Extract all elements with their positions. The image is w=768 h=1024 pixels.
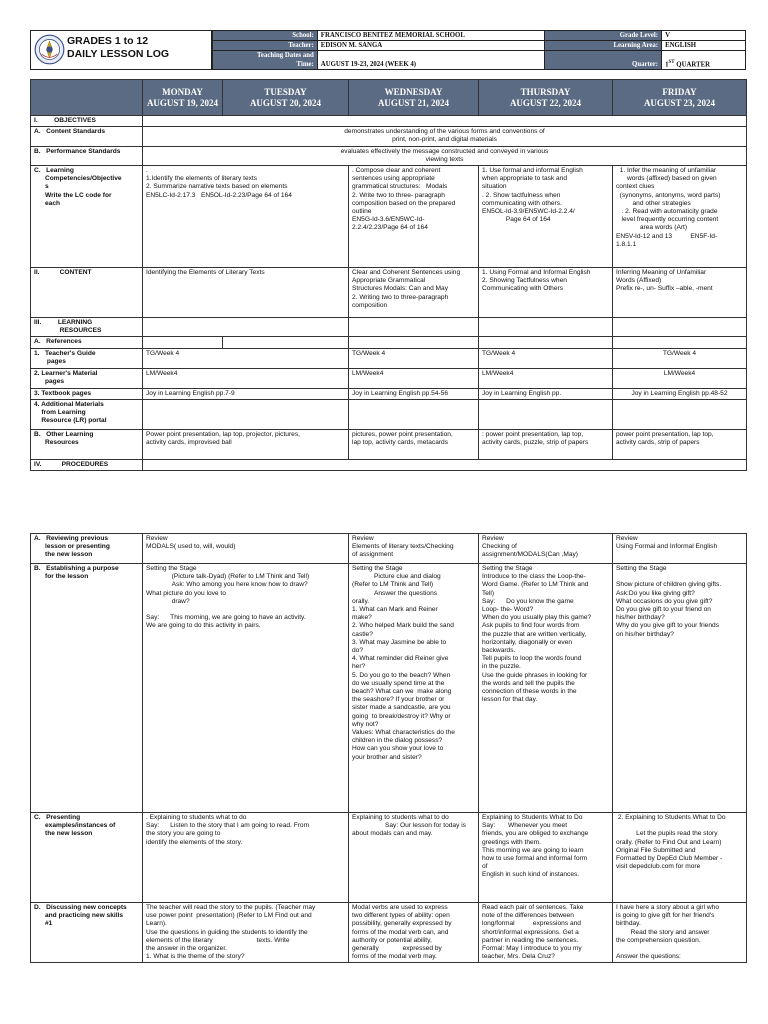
references-cell-4 bbox=[479, 337, 613, 348]
additional-materials-label: 4. Additional Materials from Learning Resource (LR) portal bbox=[31, 399, 143, 429]
day-name: WEDNESDAY bbox=[384, 86, 443, 97]
day-name: MONDAY bbox=[162, 86, 203, 97]
content-label: II. CONTENT bbox=[31, 268, 143, 318]
additional-wednesday bbox=[349, 399, 479, 429]
day-date: AUGUST 19, 2024 bbox=[146, 97, 219, 108]
competencies-friday: 1. Infer the meaning of unfamiliar words (affixed) based on given context clues (synonyms, antonyms, word parts) and other strategies . 2. Read with automaticity grade level frequently occurring content area words (Art) EN5V-Id-12 and 13 EN5F-Id- 1.8.1.1 bbox=[613, 166, 747, 268]
presenting-wednesday: Explaining to students what to do Say: Our lesson for today is about modals can and may. bbox=[349, 813, 479, 903]
quarter-suffix: ST bbox=[668, 59, 675, 65]
material-friday: LM/Week4 bbox=[613, 368, 747, 388]
resources-monday bbox=[143, 318, 349, 337]
day-date: AUGUST 22, 2024 bbox=[509, 97, 582, 108]
discussing-monday: The teacher will read the story to the pupils. (Teacher may use power point presentation) (Refer to LM Find out and Learn). Use the questions in guiding the students to identify the elements of the literary texts. Write the answer in the organizer. 1. What is the theme of the story? bbox=[143, 903, 349, 963]
performance-standards-row bbox=[31, 146, 747, 165]
material-wednesday: LM/Week4 bbox=[349, 368, 479, 388]
purpose-wednesday: Setting the Stage Picture clue and dialog (Refer to LM Think and Tell) Answer the questions orally. 1. What can Mark and Reiner make? 2. Who helped Mark build the sand castle? 3. What may Jasmine be able to do? 4. What reminder did Reiner give her? 5. Do you go to the beach? When do we usually spend time at the beach? What can we make along the seashore? If your brother or sister made a sandcastle, are you going to break/destroy it? Why or why not? Values: What characteristics do the children in the dialog possess? How can you show your love to your brother and sister? bbox=[349, 564, 479, 813]
guide-wednesday: TG/Week 4 bbox=[349, 348, 479, 368]
day-date: AUGUST 23, 2024 bbox=[643, 97, 716, 108]
area-label: Learning Area: bbox=[545, 41, 662, 51]
additional-materials-row bbox=[31, 399, 747, 429]
discussing-wednesday: Modal verbs are used to express two different types of ability: open possibility, generally expressed by forms of the modal verb can, and authority or potential ability, generally expressed by forms of the modal verb may. bbox=[349, 903, 479, 963]
other-thursday: : power point presentation, lap top, activity cards, puzzle, strip of papers bbox=[479, 429, 613, 459]
textbook-friday: Joy in Learning English pp.48-52 bbox=[613, 388, 747, 399]
resources-thursday bbox=[479, 318, 613, 337]
day-name: TUESDAY bbox=[264, 86, 307, 97]
area-value: ENGLISH bbox=[662, 41, 746, 51]
time-label-line: Time: bbox=[296, 61, 314, 68]
textbook-label: 3. Textbook pages bbox=[31, 388, 143, 399]
purpose-friday: Setting the Stage Show picture of children giving gifts. Ask:Do you like giving gift? What occasions do you give gift? Do you give gift to your friend on his/her birthday? Why do you give gift to your friends on his/her birthday? bbox=[613, 564, 747, 813]
purpose-label: B. Establishing a purpose for the lesson bbox=[31, 564, 143, 813]
review-monday: Review MODALS( used to, will, would) bbox=[143, 534, 349, 564]
title-block bbox=[30, 30, 212, 70]
additional-monday bbox=[143, 399, 349, 429]
references-cell-3 bbox=[349, 337, 479, 348]
discussing-row bbox=[31, 903, 747, 963]
discussing-label: D. Discussing new concepts and practicing new skills #1 bbox=[31, 903, 143, 963]
discussing-friday: I have here a story about a girl who is going to give gift for her friend's birthday. Read the story and answer the comprehension question. Answer the questions: bbox=[613, 903, 747, 963]
dates-label bbox=[213, 51, 318, 70]
learners-material-label: 2. Learner's Material pages bbox=[31, 368, 143, 388]
day-name: FRIDAY bbox=[662, 86, 697, 97]
document-title bbox=[67, 35, 169, 61]
content-standards-row bbox=[31, 127, 747, 146]
school-value: FRANCISCO BENITEZ MEMORIAL SCHOOL bbox=[317, 31, 545, 41]
presenting-monday: . Explaining to students what to do Say: Listen to the story that I am going to read. From the story you are going to identify the elements of the story. bbox=[143, 813, 349, 903]
textbook-row bbox=[31, 388, 747, 399]
performance-standards-label: B. Performance Standards bbox=[31, 146, 143, 165]
procedures-row bbox=[31, 459, 747, 470]
objectives-cell bbox=[143, 116, 747, 127]
procedures-cell bbox=[143, 459, 747, 470]
purpose-monday: Setting the Stage (Picture talk-Dyad) (Refer to LM Think and Tell) Ask: Who among you here know how to draw? What picture do you love to draw? Say: This morning, we are going to have an activity. We are going to do this activity in pairs. bbox=[143, 564, 349, 813]
school-label: School: bbox=[213, 31, 318, 41]
quarter-value bbox=[662, 51, 746, 70]
quarter-number: 1 bbox=[665, 61, 669, 68]
discussing-thursday: Read each pair of sentences. Take note of the differences between long/formal expressions and short/informal expressions. Get a partner in reading the sentences. Formal: May I introduce to you my teacher, Mrs. Dela Cruz? bbox=[479, 903, 613, 963]
header-blank-cell bbox=[31, 80, 143, 116]
other-wednesday: pictures, power point presentation, lap top, activity cards, metacards bbox=[349, 429, 479, 459]
teachers-guide-label: 1. Teacher's Guide pages bbox=[31, 348, 143, 368]
teachers-guide-row bbox=[31, 348, 747, 368]
title-line-2: DAILY LESSON LOG bbox=[67, 48, 170, 60]
review-label: A. Reviewing previous lesson or presenting the new lesson bbox=[31, 534, 143, 564]
guide-friday: TG/Week 4 bbox=[613, 348, 747, 368]
content-row bbox=[31, 268, 747, 318]
log-header bbox=[30, 30, 746, 70]
purpose-row bbox=[31, 564, 747, 813]
purpose-thursday: Setting the Stage Introduce to the class the Loop-the- Word Game. (Refer to LM Think and Tell) Say: Do you know the game Loop- the- Word? When do you usually play this game? Ask pupils to find four words from the puzzle that are written vertically, horizontally, diagonally or even backwards. Tell pupils to loop the words found in the puzzle. Use the guide phrases in looking for the words and tell the pupils the connection of these words in the lesson for that day. bbox=[479, 564, 613, 813]
performance-standards-value: evaluates effectively the message constructed and conveyed in various viewing texts bbox=[143, 146, 747, 165]
references-row bbox=[31, 337, 747, 348]
presenting-label: C. Presenting examples/instances of the new lesson bbox=[31, 813, 143, 903]
other-monday: Power point presentation, lap top, projector, pictures, activity cards, improvised ball bbox=[143, 429, 349, 459]
dates-label-line: Teaching Dates and bbox=[257, 52, 314, 59]
grade-value: V bbox=[662, 31, 746, 41]
learners-material-row bbox=[31, 368, 747, 388]
content-thursday: 1. Using Formal and Informal English 2. Showing Tactfulness when Communicating with Others bbox=[479, 268, 613, 318]
day-header-thursday bbox=[479, 80, 613, 116]
content-wednesday: Clear and Coherent Sentences using Appropriate Grammatical Structures Modals: Can and May 2. Writing two to three-paragraph composition bbox=[349, 268, 479, 318]
resources-wednesday bbox=[349, 318, 479, 337]
review-friday: Review Using Formal and Informal English bbox=[613, 534, 747, 564]
review-thursday: Review Checking of assignment/MODALS(Can ,May) bbox=[479, 534, 613, 564]
references-label: A. References bbox=[31, 337, 143, 348]
day-header-tuesday bbox=[223, 80, 349, 116]
presenting-thursday: Explaining to Students What to Do Say: Whenever you meet friends, you are obliged to exchange greetings with them. This morning we are going to learn how to use formal and informal form of English in such kind of instances. bbox=[479, 813, 613, 903]
resources-friday bbox=[613, 318, 747, 337]
day-header-friday bbox=[613, 80, 747, 116]
day-header-monday bbox=[143, 80, 223, 116]
additional-thursday bbox=[479, 399, 613, 429]
objectives-label: I. OBJECTIVES bbox=[31, 116, 143, 127]
presenting-row bbox=[31, 813, 747, 903]
resources-row bbox=[31, 318, 747, 337]
competencies-monday: . 1.Identify the elements of literary texts 2. Summarize narrative texts based on elements EN5LC-Id-2.17.3 EN5OL-Id-2.23/Page 64 of 164 bbox=[143, 166, 349, 268]
references-cell-2 bbox=[223, 337, 349, 348]
other-resources-label: B. Other Learning Resources bbox=[31, 429, 143, 459]
day-name: THURSDAY bbox=[520, 86, 571, 97]
teacher-label: Teacher: bbox=[213, 41, 318, 51]
other-friday: power point presentation, lap top, activity cards, strip of papers bbox=[613, 429, 747, 459]
resources-label: III. LEARNING RESOURCES bbox=[31, 318, 143, 337]
textbook-wednesday: Joy in Learning English pp.54-56 bbox=[349, 388, 479, 399]
review-row bbox=[31, 534, 747, 564]
competencies-wednesday: . Compose clear and coherent sentences using appropriate grammatical structures: Modals 2. Write two to three- paragraph composition based on the prepared outline EN5G-Id-3.6/EN5WC-Id- 2.2.4/2.23/Page 64 of 164 bbox=[349, 166, 479, 268]
quarter-label: Quarter: bbox=[545, 51, 662, 70]
procedures-label: IV. PROCEDURES bbox=[31, 459, 143, 470]
competencies-thursday: 1. Use formal and informal English when appropriate to task and situation . 2. Show tactfulness when communicating with others. EN5OL-Id-3.9/EN5WC-Id-2.2.4/ Page 64 of 164 bbox=[479, 166, 613, 268]
day-header-row bbox=[31, 80, 747, 116]
objectives-row bbox=[31, 116, 747, 127]
quarter-text: QUARTER bbox=[674, 61, 711, 68]
content-monday: Identifying the Elements of Literary Texts bbox=[143, 268, 349, 318]
material-thursday: LM/Week4 bbox=[479, 368, 613, 388]
dates-value: AUGUST 19-23, 2024 (WEEK 4) bbox=[317, 51, 545, 70]
lesson-log-table bbox=[30, 79, 747, 471]
procedures-table bbox=[30, 533, 747, 963]
presenting-friday: 2. Explaining to Students What to Do Let the pupils read the story orally. (Refer to Find Out and Learn) Original File Submitted and Formatted by DepEd Club Member - visit depedclub.com for more bbox=[613, 813, 747, 903]
textbook-monday: Joy in Learning English pp.7-9 bbox=[143, 388, 349, 399]
other-resources-row bbox=[31, 429, 747, 459]
content-friday: Inferring Meaning of Unfamiliar Words (Affixed) Prefix re-, un- Suffix –able, -ment bbox=[613, 268, 747, 318]
material-monday: LM/Week4 bbox=[143, 368, 349, 388]
day-header-wednesday bbox=[349, 80, 479, 116]
textbook-thursday: Joy in Learning English pp. bbox=[479, 388, 613, 399]
day-date: AUGUST 21, 2024 bbox=[377, 97, 450, 108]
day-date: AUGUST 20, 2024 bbox=[249, 97, 322, 108]
competencies-label: C. Learning Competencies/Objective s Write the LC code for each bbox=[31, 166, 143, 268]
grade-label: Grade Level: bbox=[545, 31, 662, 41]
title-line-1: GRADES 1 to 12 bbox=[67, 35, 149, 47]
references-cell-5 bbox=[613, 337, 747, 348]
info-table bbox=[212, 30, 746, 70]
content-standards-value: demonstrates understanding of the various forms and conventions of print, non-print, and digital materials bbox=[143, 127, 747, 146]
review-wednesday: Review Elements of literary texts/Checking of assignment bbox=[349, 534, 479, 564]
content-standards-label: A. Content Standards bbox=[31, 127, 143, 146]
references-cell-1 bbox=[143, 337, 223, 348]
deped-seal-icon bbox=[34, 34, 65, 65]
teacher-value: EDISON M. SANGA bbox=[317, 41, 545, 51]
guide-thursday: TG/Week 4 bbox=[479, 348, 613, 368]
competencies-row bbox=[31, 166, 747, 268]
guide-monday: TG/Week 4 bbox=[143, 348, 349, 368]
additional-friday bbox=[613, 399, 747, 429]
